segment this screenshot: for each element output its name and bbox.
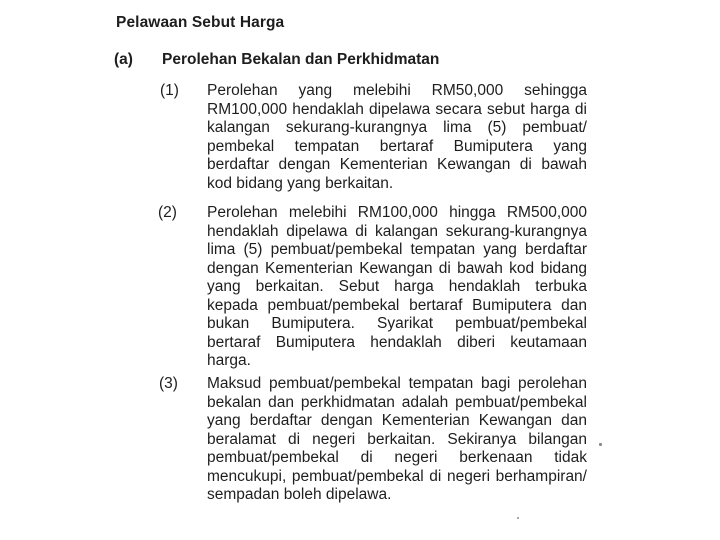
- paragraph-line: bertaraf Bumiputera hendaklah diberi keutamaan: [207, 333, 587, 351]
- paragraph-line: pembuat/pembekal di negeri berkenaan tidak: [207, 449, 587, 466]
- scan-speck: [599, 443, 602, 446]
- section-heading: Perolehan Bekalan dan Perkhidmatan: [162, 51, 440, 68]
- paragraph-line: Perolehan melebihi RM100,000 hingga RM500,000: [207, 204, 587, 221]
- paragraph-line: RM100,000 hendaklah dipelawa secara sebut harga di: [207, 100, 587, 118]
- paragraph-line: hendaklah dipelawa di kalangan sekurang-kurangnya: [207, 222, 587, 240]
- item-paragraph-2: [207, 204, 587, 371]
- paragraph-line: bekalan dan perkhidmatan adalah pembuat/pembekal: [207, 393, 587, 411]
- paragraph-line: pembekal tempatan bertaraf Bumiputera yang: [207, 137, 587, 155]
- paragraph-line: yang berkaitan. Sebut harga hendaklah terbuka: [207, 278, 587, 295]
- paragraph-line: beralamat di negeri berkaitan. Sekiranya bilangan: [207, 430, 587, 448]
- item-paragraph-1: [207, 82, 587, 193]
- paragraph-line: sempadan boleh dipelawa.: [207, 486, 392, 503]
- paragraph-line: kepada pembuat/pembekal bertaraf Bumiputera dan: [207, 296, 587, 314]
- item-number-3: (3): [159, 375, 178, 392]
- paragraph-line: dengan Kementerian Kewangan di bawah kod bidang: [207, 259, 587, 277]
- paragraph-line: Maksud pembuat/pembekal tempatan bagi perolehan: [207, 375, 587, 392]
- item-paragraph-3: [207, 375, 587, 505]
- paragraph-line: bukan Bumiputera. Syarikat pembuat/pembekal: [207, 315, 587, 332]
- paragraph-line: kod bidang yang berkaitan.: [207, 174, 394, 192]
- paragraph-line: berdaftar dengan Kementerian Kewangan di bawah: [207, 156, 587, 173]
- scan-speck: [517, 517, 519, 519]
- paragraph-line: harga.: [207, 352, 251, 369]
- section-marker: (a): [114, 51, 133, 68]
- document-title: Pelawaan Sebut Harga: [116, 14, 285, 31]
- paragraph-line: lima (5) pembuat/pembekal tempatan yang berdaftar: [207, 241, 587, 258]
- paragraph-line: Perolehan yang melebihi RM50,000 sehingga: [207, 82, 587, 99]
- paragraph-line: mencukupi, pembuat/pembekal di negeri berhampiran/: [207, 467, 587, 485]
- item-number-2: (2): [158, 204, 177, 221]
- paragraph-line: kalangan sekurang-kurangnya lima (5) pembuat/: [207, 119, 587, 136]
- item-number-1: (1): [160, 82, 179, 99]
- paragraph-line: yang berdaftar dengan Kementerian Kewangan dan: [207, 412, 587, 429]
